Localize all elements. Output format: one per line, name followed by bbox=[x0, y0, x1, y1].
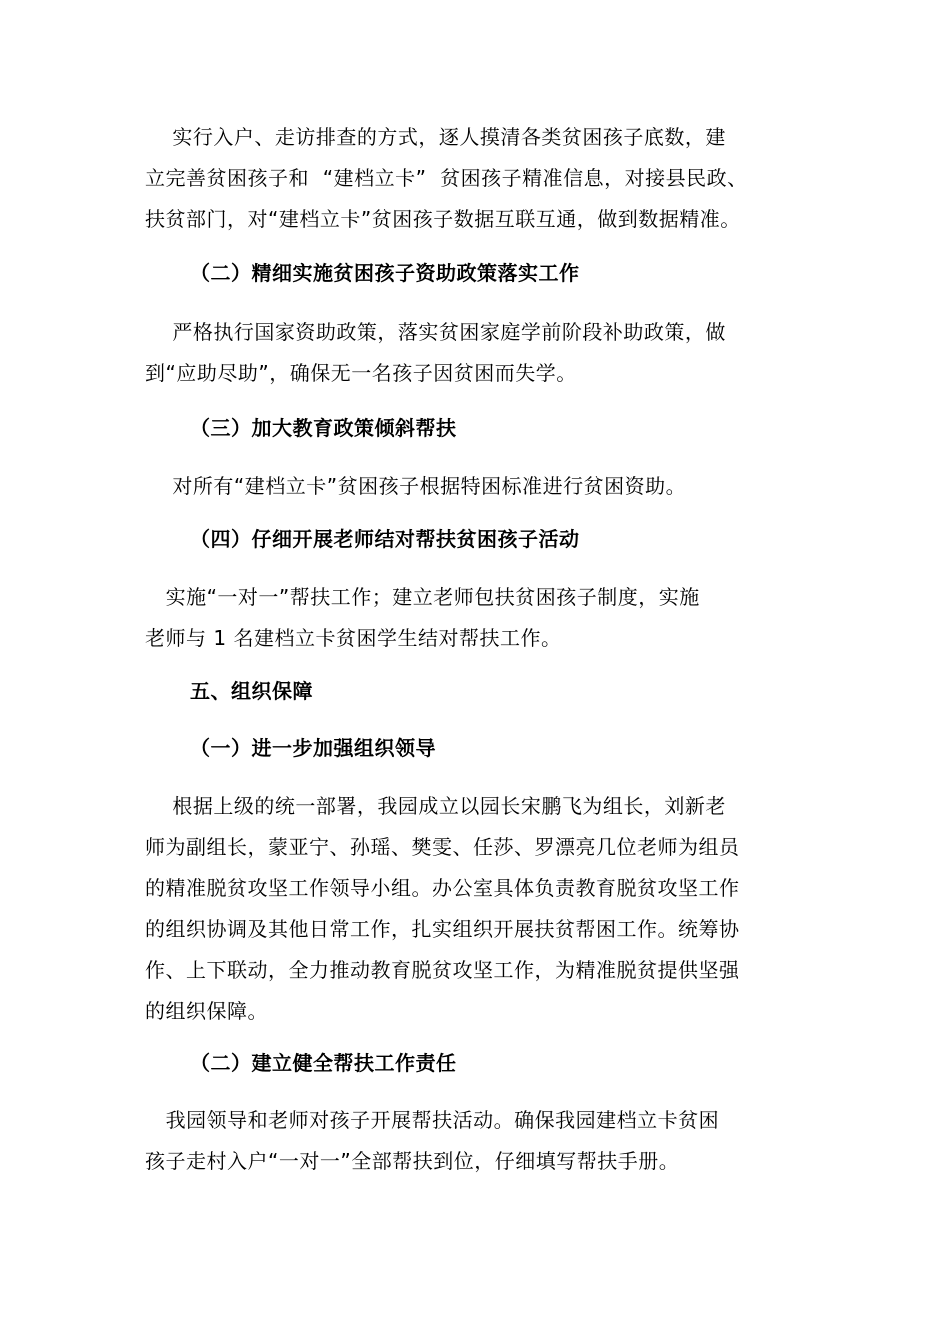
text-line: 作、上下联动，全力推动教育脱贫攻坚工作，为精准脱贫提供坚强 bbox=[145, 958, 740, 982]
paragraph-data-verification bbox=[145, 117, 810, 240]
text-line: 的组织协调及其他日常工作，扎实组织开展扶贫帮困工作。统筹协 bbox=[145, 917, 740, 941]
section-heading-teacher-pairing: （四）仔细开展老师结对帮扶贫困孩子活动 bbox=[190, 527, 580, 551]
paragraph-leadership bbox=[145, 786, 810, 1032]
text-line: 扶贫部门，对“建档立卡”贫困孩子数据互联互通，做到数据精准。 bbox=[145, 207, 741, 231]
paragraph-responsibility bbox=[145, 1100, 810, 1182]
paragraph-subsidy-policy bbox=[145, 312, 810, 394]
text-line: 严格执行国家资助政策，落实贫困家庭学前阶段补助政策，做 bbox=[145, 320, 726, 344]
text-line: 根据上级的统一部署，我园成立以园长宋鹏飞为组长，刘新老 bbox=[145, 794, 726, 818]
section-heading-subsidy-policy: （二）精细实施贫困孩子资助政策落实工作 bbox=[190, 261, 580, 285]
paragraph-policy-support bbox=[145, 466, 810, 507]
section-heading-responsibility: （二）建立健全帮扶工作责任 bbox=[190, 1051, 457, 1075]
text-line: 立完善贫困孩子和 “建档立卡” 贫困孩子精准信息，对接县民政、 bbox=[145, 166, 748, 190]
section-heading-policy-support: （三）加大教育政策倾斜帮扶 bbox=[190, 416, 457, 440]
text-line: 对所有“建档立卡”贫困孩子根据特困标准进行贫困资助。 bbox=[145, 474, 687, 498]
section-heading-leadership: （一）进一步加强组织领导 bbox=[190, 736, 436, 760]
text-line: 的精准脱贫攻坚工作领导小组。办公室具体负责教育脱贫攻坚工作 bbox=[145, 876, 740, 900]
paragraph-teacher-pairing bbox=[145, 577, 810, 659]
text-line: 师为副组长，蒙亚宁、孙瑶、樊雯、任莎、罗漂亮几位老师为组员 bbox=[145, 835, 740, 859]
text-line: 孩子走村入户“一对一”全部帮扶到位，仔细填写帮扶手册。 bbox=[145, 1149, 680, 1173]
text-line: 我园领导和老师对孩子开展帮扶活动。确保我园建档立卡贫困 bbox=[145, 1108, 720, 1132]
text-line: 的组织保障。 bbox=[145, 999, 268, 1023]
text-line: 老师与 1 名建档立卡贫困学生结对帮扶工作。 bbox=[145, 626, 562, 650]
text-line: 实行入户、走访排查的方式，逐人摸清各类贫困孩子底数，建 bbox=[145, 125, 726, 149]
text-line: 到“应助尽助”，确保无一名孩子因贫困而失学。 bbox=[145, 361, 577, 385]
section-heading-organization: 五、组织保障 bbox=[190, 679, 313, 703]
text-line: 实施“一对一”帮扶工作；建立老师包扶贫困孩子制度，实施 bbox=[145, 585, 700, 609]
